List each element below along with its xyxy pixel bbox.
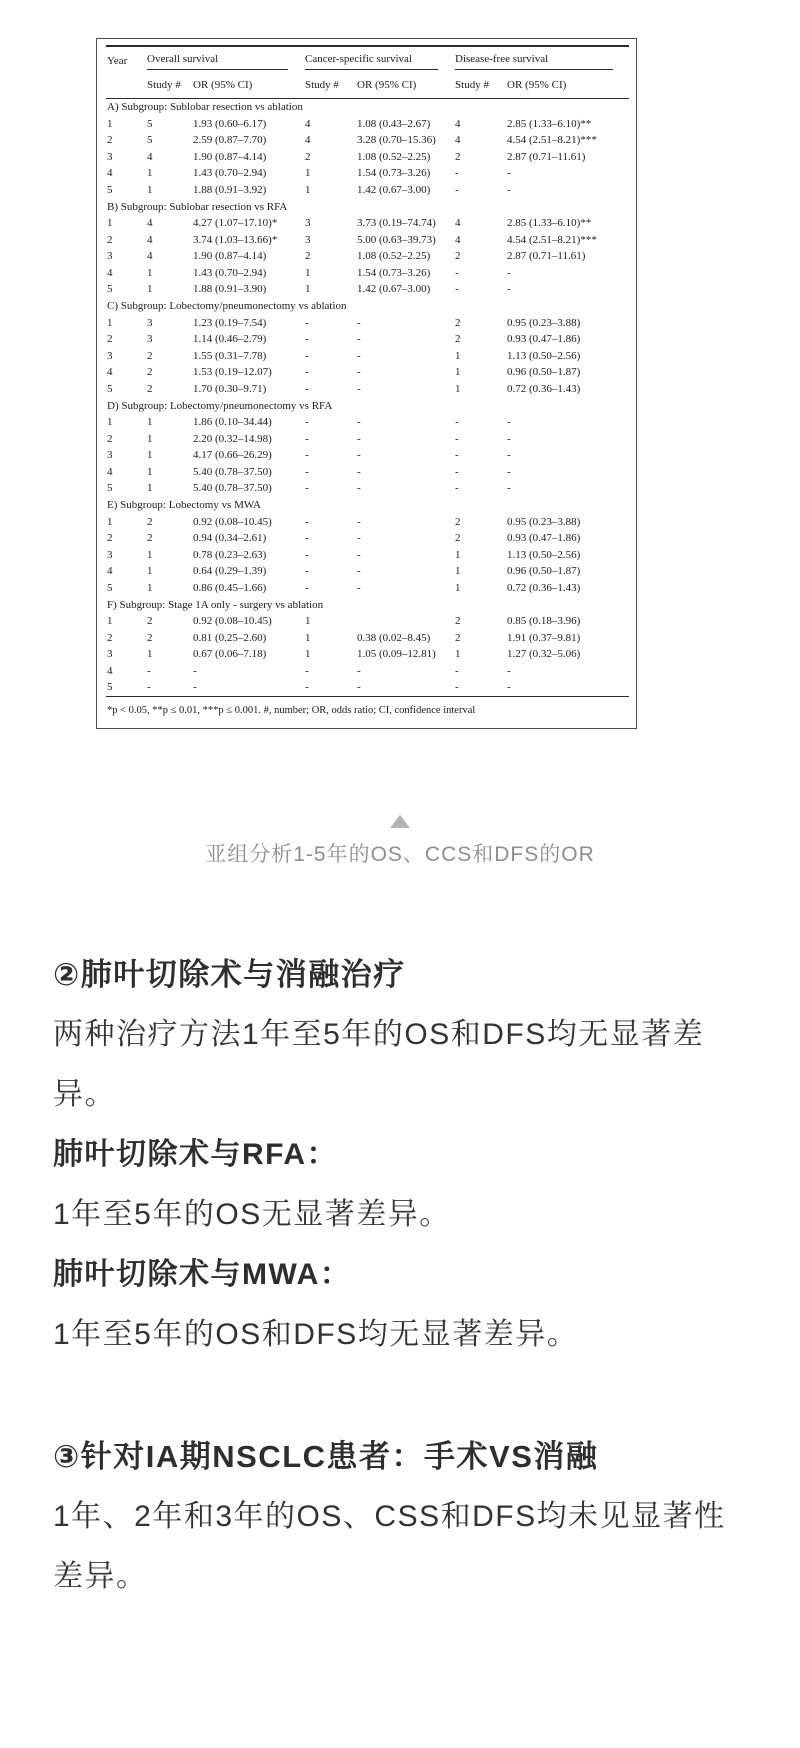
table-row	[106, 613, 629, 630]
table-row	[106, 663, 629, 680]
study-count-cell: -	[146, 679, 192, 696]
study-count-cell: 4	[455, 117, 461, 130]
or-ci-cell: 0.95 (0.23–3.88)	[507, 515, 581, 528]
study-count-cell: 4	[455, 217, 461, 229]
study-count-cell: -	[305, 316, 309, 329]
section-heading-stage1a-surgery-vs-ablation: ③针对IA期NSCLC患者：手术VS消融	[53, 1438, 599, 1474]
year-cell: 5	[107, 183, 113, 196]
or-ci-cell: 1.93 (0.60–6.17)	[193, 117, 267, 130]
or-ci-cell: 0.81 (0.25–2.60)	[193, 631, 267, 644]
study-count-cell: 2	[455, 515, 461, 528]
study-count-cell: -	[305, 382, 309, 395]
table-row	[106, 447, 629, 464]
or-ci-cell: 5.00 (0.63–39.73)	[357, 233, 436, 246]
or-ci-cell: -	[507, 266, 511, 279]
year-cell: 4	[107, 465, 113, 478]
or-ci-cell: 0.96 (0.50–1.87)	[507, 366, 581, 378]
or-ci-cell: -	[507, 283, 511, 295]
or-ci-cell: 0.92 (0.08–10.45)	[193, 515, 272, 528]
year-cell: 1	[107, 117, 113, 130]
study-count-cell: 1	[305, 615, 311, 627]
or-ci-cell: 3.28 (0.70–15.36)	[357, 134, 436, 146]
study-count-cell: -	[305, 581, 309, 594]
year-cell: 3	[107, 449, 113, 461]
or-ci-cell: 1.13 (0.50–2.56)	[507, 548, 581, 561]
study-count-cell: 2	[305, 250, 311, 262]
table-row	[106, 265, 629, 282]
study-count-cell: -	[147, 664, 151, 677]
study-count-cell: -	[455, 482, 459, 494]
study-count-cell: 1	[147, 416, 153, 428]
year-cell: 1	[107, 515, 113, 528]
study-count-cell: 4	[147, 217, 153, 229]
study-count-cell: 4	[305, 134, 311, 146]
or-ci-cell: 3.73 (0.19–74.74)	[357, 217, 436, 229]
study-count-cell: 1	[455, 382, 461, 395]
subgroup-header-row	[106, 98, 629, 116]
or-ci-cell: 0.38 (0.02–8.45)	[357, 631, 431, 644]
table-row	[106, 679, 629, 696]
study-count-cell: -	[305, 366, 309, 378]
study-count-cell: 1	[147, 581, 153, 594]
study-count-cell: -	[455, 266, 459, 279]
table-row	[106, 165, 629, 182]
study-count-cell: 2	[455, 333, 461, 345]
subgroup-label: C) Subgroup: Lobectomy/pneumonectomy vs ablation	[107, 300, 347, 312]
study-count-cell: -	[455, 283, 459, 295]
study-count-cell: -	[304, 679, 356, 696]
or-table-body	[106, 98, 629, 696]
or-ci-cell: 1.08 (0.52–2.25)	[357, 150, 431, 163]
study-count-cell: -	[305, 515, 309, 528]
table-row	[106, 480, 629, 497]
table-row	[106, 580, 629, 597]
study-count-cell: -	[305, 449, 309, 461]
year-cell: 5	[107, 382, 113, 395]
study-count-cell: 4	[147, 150, 153, 163]
or-ci-cell: 1.88 (0.91–3.92)	[193, 183, 267, 196]
year-cell: 5	[107, 283, 113, 295]
or-ci-cell: 2.20 (0.32–14.98)	[193, 432, 272, 445]
table-row	[106, 132, 629, 149]
study-count-cell: 4	[147, 250, 153, 262]
study-count-cell: 2	[455, 150, 461, 163]
year-cell: 2	[107, 432, 113, 445]
study-count-cell: 2	[147, 515, 153, 528]
or-ci-cell: 0.85 (0.18–3.96)	[507, 615, 581, 627]
study-count-cell: 1	[455, 565, 461, 577]
year-cell: 3	[107, 150, 113, 163]
or-ci-cell: -	[507, 432, 511, 445]
or-ci-cell: -	[357, 565, 361, 577]
or-ci-cell: 2.59 (0.87–7.70)	[193, 134, 267, 146]
or-ci-cell: 1.90 (0.87–4.14)	[193, 150, 267, 163]
study-count-cell: 1	[305, 183, 311, 196]
or-ci-cell: 2.85 (1.33–6.10)**	[507, 217, 592, 229]
study-count-cell: 2	[455, 250, 461, 262]
or-ci-cell: -	[357, 416, 361, 428]
study-count-cell: 4	[147, 233, 153, 246]
study-count-cell: -	[455, 416, 459, 428]
study-count-cell: 2	[455, 316, 461, 329]
study-count-cell: 2	[455, 532, 461, 544]
study-count-cell: 4	[455, 233, 461, 246]
or-ci-cell: -	[357, 482, 361, 494]
article-body	[53, 945, 748, 1607]
year-cell: 2	[107, 233, 113, 246]
or-ci-cell: 4.54 (2.51–8.21)***	[507, 233, 597, 246]
study-count-cell: -	[455, 167, 459, 179]
study-count-cell: -	[305, 349, 309, 362]
table-row	[106, 414, 629, 431]
disease-free-survival-header: Disease-free survival	[454, 46, 629, 73]
study-count-cell: 3	[305, 217, 311, 229]
or-ci-cell: 1.70 (0.30–9.71)	[193, 382, 267, 395]
year-cell: 1	[107, 316, 113, 329]
or-ci-cell: 1.43 (0.70–2.94)	[193, 266, 267, 279]
section-heading-lobectomy-vs-ablation: ②肺叶切除术与消融治疗	[53, 956, 406, 992]
or-ci-cell: 1.08 (0.52–2.25)	[357, 250, 431, 262]
or-ci-cell: -	[506, 679, 629, 696]
table-row	[106, 116, 629, 133]
study-count-cell: 1	[147, 565, 153, 577]
table-row	[106, 514, 629, 531]
year-cell: 4	[107, 664, 113, 677]
table-row	[106, 630, 629, 647]
study-count-cell: 2	[455, 631, 461, 644]
study-count-cell: 1	[147, 548, 153, 561]
or-ci-cell: 1.08 (0.43–2.67)	[357, 117, 431, 130]
or-ci-cell: -	[357, 333, 361, 345]
section-heading-lobectomy-vs-rfa: 肺叶切除术与RFA：	[53, 1137, 338, 1171]
paragraph: 两种治疗方法1年至5年的OS和DFS均无显著差异。	[53, 1017, 705, 1111]
or-ci-cell: -	[357, 382, 361, 395]
study-count-cell: 1	[305, 167, 311, 179]
year-cell: 3	[107, 349, 113, 362]
study-count-cell: -	[305, 333, 309, 345]
or-ci-cell: 3.74 (1.03–13.66)*	[193, 233, 278, 246]
study-count-cell: 2	[147, 631, 153, 644]
or-ci-cell: 1.55 (0.31–7.78)	[193, 349, 267, 362]
collapse-triangle-icon[interactable]	[390, 815, 410, 828]
year-column-header: Year	[106, 46, 146, 98]
study-count-cell: 4	[305, 117, 311, 130]
study-count-cell: 1	[147, 183, 153, 196]
subgroup-header-row	[106, 497, 629, 514]
or-ci-cell: 1.91 (0.37–9.81)	[507, 631, 581, 644]
or-ci-cell: -	[357, 581, 361, 594]
subgroup-label: F) Subgroup: Stage 1A only - surgery vs ablation	[107, 598, 324, 611]
cancer-specific-survival-header: Cancer-specific survival	[304, 46, 454, 73]
or-ci-cell: -	[357, 449, 361, 461]
or-ci-cell: 1.53 (0.19–12.07)	[193, 366, 272, 378]
or-ci-cell: 0.78 (0.23–2.63)	[193, 548, 267, 561]
or-ci-header: OR (95% CI)	[356, 73, 454, 99]
overall-survival-header: Overall survival	[146, 46, 304, 73]
year-cell: 3	[107, 548, 113, 561]
or-ci-cell: 0.96 (0.50–1.87)	[507, 565, 581, 577]
year-cell: 2	[107, 333, 113, 345]
or-ci-cell	[356, 613, 454, 630]
study-count-cell: 1	[305, 283, 311, 295]
study-count-cell: 1	[455, 581, 461, 594]
or-ci-cell: 1.05 (0.09–12.81)	[357, 648, 436, 660]
or-ci-cell: -	[357, 432, 361, 445]
study-count-cell: 1	[455, 648, 461, 660]
or-ci-cell: -	[357, 548, 361, 561]
paragraph: 1年、2年和3年的OS、CSS和DFS均未见显著性差异。	[53, 1499, 726, 1593]
or-ci-cell: -	[192, 679, 304, 696]
table-row	[106, 464, 629, 481]
subgroup-label: E) Subgroup: Lobectomy vs MWA	[107, 499, 261, 511]
study-count-cell: -	[305, 465, 309, 478]
study-count-cell: 1	[455, 548, 461, 561]
year-cell: 1	[107, 615, 113, 627]
study-count-cell: 3	[147, 333, 153, 345]
or-ci-cell: 5.40 (0.78–37.50)	[193, 465, 272, 478]
table-row	[106, 315, 629, 332]
or-ci-cell: -	[507, 449, 511, 461]
table-row	[106, 364, 629, 381]
table-row	[106, 182, 629, 199]
table-row	[106, 547, 629, 564]
subgroup-label: D) Subgroup: Lobectomy/pneumonectomy vs RFA	[107, 399, 333, 412]
figure-caption: 亚组分析1-5年的OS、CCS和DFS的OR	[205, 842, 595, 866]
study-count-cell: 2	[147, 532, 153, 544]
study-count-cell: -	[305, 416, 309, 428]
table-row	[106, 215, 629, 232]
or-ci-cell: -	[357, 366, 361, 378]
or-ci-cell: 1.27 (0.32–5.06)	[507, 648, 581, 660]
study-count-cell: -	[455, 664, 459, 677]
study-count-cell: -	[455, 432, 459, 445]
subgroup-header-row	[106, 198, 629, 215]
or-ci-cell: 0.92 (0.08–10.45)	[193, 615, 272, 627]
or-ci-cell: 1.23 (0.19–7.54)	[193, 316, 267, 329]
paragraph: 1年至5年的OS和DFS均无显著差异。	[53, 1317, 579, 1351]
subgroup-label: B) Subgroup: Sublobar resection vs RFA	[107, 200, 288, 213]
or-ci-cell: 0.94 (0.34–2.61)	[193, 532, 267, 544]
subgroup-header-row	[106, 298, 629, 315]
study-count-cell: 1	[305, 266, 311, 279]
study-count-cell: -	[455, 465, 459, 478]
or-ci-cell: -	[507, 465, 511, 478]
year-cell: 3	[107, 648, 113, 660]
or-ci-header: OR (95% CI)	[192, 73, 304, 99]
or-ci-cell: -	[357, 316, 361, 329]
study-count-cell: -	[305, 565, 309, 577]
subgroup-header-row	[106, 596, 629, 613]
or-ci-cell: 0.67 (0.06–7.18)	[193, 648, 267, 660]
study-count-cell: -	[305, 482, 309, 494]
study-count-cell: -	[455, 449, 459, 461]
table-row	[106, 530, 629, 547]
or-ci-cell: -	[507, 183, 511, 196]
or-ci-cell: 4.54 (2.51–8.21)***	[507, 134, 597, 146]
study-count-cell: 2	[147, 349, 153, 362]
study-count-cell: 5	[147, 134, 153, 146]
study-count-cell: -	[455, 183, 459, 196]
year-cell: 4	[107, 266, 113, 279]
section-heading-lobectomy-vs-mwa: 肺叶切除术与MWA：	[53, 1257, 352, 1291]
subgroup-label: A) Subgroup: Sublobar resection vs ablation	[107, 101, 303, 113]
or-ci-cell: 4.17 (0.66–26.29)	[193, 449, 272, 461]
study-count-cell: 5	[147, 117, 153, 130]
year-cell: 5	[107, 581, 113, 594]
or-ci-cell: 0.95 (0.23–3.88)	[507, 316, 581, 329]
study-count-cell: 1	[305, 631, 311, 644]
or-ci-cell: 0.72 (0.36–1.43)	[507, 382, 581, 395]
year-cell: 4	[107, 366, 113, 378]
table-row	[106, 248, 629, 265]
study-count-cell: 1	[147, 648, 153, 660]
study-count-cell: 1	[147, 465, 153, 478]
or-ci-cell: 0.64 (0.29–1.39)	[193, 565, 267, 577]
or-ci-cell: -	[507, 416, 511, 428]
subgroup-or-table-figure[interactable]	[96, 38, 637, 729]
or-ci-cell: -	[507, 482, 511, 494]
or-ci-cell: -	[357, 349, 361, 362]
study-count-header: Study #	[146, 73, 192, 99]
study-count-cell: 2	[455, 615, 461, 627]
study-count-cell: 2	[147, 615, 153, 627]
or-ci-cell: 0.72 (0.36–1.43)	[507, 581, 581, 594]
study-count-cell: -	[305, 532, 309, 544]
study-count-cell: 1	[147, 482, 153, 494]
or-ci-cell: -	[357, 515, 361, 528]
table-footnote: *p < 0.05, **p ≤ 0.01, ***p ≤ 0.001. #, number; OR, odds ratio; CI, confidence interval	[107, 704, 476, 716]
or-table	[106, 45, 629, 697]
or-ci-cell: 1.88 (0.91–3.90)	[193, 283, 267, 295]
or-ci-cell: 2.85 (1.33–6.10)**	[507, 117, 592, 130]
year-cell: 3	[107, 250, 113, 262]
study-count-cell: 1	[455, 349, 461, 362]
study-count-cell: 3	[147, 316, 153, 329]
study-count-header: Study #	[304, 73, 356, 99]
year-cell: 4	[107, 565, 113, 577]
or-ci-cell: 1.90 (0.87–4.14)	[193, 250, 267, 262]
or-ci-cell: -	[356, 679, 454, 696]
or-ci-cell: 1.13 (0.50–2.56)	[507, 349, 581, 362]
year-cell: 5	[106, 679, 146, 696]
or-ci-cell: 4.27 (1.07–17.10)*	[193, 217, 278, 229]
year-cell: 1	[107, 416, 113, 428]
study-count-cell: 1	[455, 366, 461, 378]
table-row	[106, 281, 629, 298]
table-row	[106, 431, 629, 448]
year-cell: 5	[107, 482, 113, 494]
or-ci-cell: 0.93 (0.47–1.86)	[507, 333, 581, 345]
or-ci-cell: 1.14 (0.46–2.79)	[193, 333, 267, 345]
table-row	[106, 348, 629, 365]
or-ci-cell: 1.42 (0.67–3.00)	[357, 283, 431, 295]
or-ci-cell: 0.86 (0.45–1.66)	[193, 581, 267, 594]
or-ci-cell: 1.54 (0.73–3.26)	[357, 167, 431, 179]
study-count-cell: 1	[147, 266, 153, 279]
table-row	[106, 646, 629, 663]
or-ci-cell: 5.40 (0.78–37.50)	[193, 482, 272, 494]
year-cell: 1	[107, 217, 113, 229]
or-ci-header: OR (95% CI)	[506, 73, 629, 99]
or-ci-cell: 1.86 (0.10–34.44)	[193, 416, 272, 428]
study-count-cell: 2	[147, 366, 153, 378]
or-ci-cell: 1.54 (0.73–3.26)	[357, 266, 431, 279]
study-count-cell: 4	[455, 134, 461, 146]
study-count-cell: -	[305, 664, 309, 677]
study-count-cell: 1	[147, 432, 153, 445]
subgroup-header-row	[106, 397, 629, 414]
study-count-header: Study #	[454, 73, 506, 99]
or-ci-cell: -	[357, 664, 361, 677]
table-row	[106, 331, 629, 348]
table-row	[106, 381, 629, 398]
or-table-header	[106, 46, 629, 98]
table-row	[106, 563, 629, 580]
study-count-cell: 3	[305, 233, 311, 246]
study-count-cell: -	[305, 548, 309, 561]
or-ci-cell: 1.42 (0.67–3.00)	[357, 183, 431, 196]
study-count-cell: 1	[147, 167, 153, 179]
year-cell: 2	[107, 134, 113, 146]
or-ci-cell: -	[357, 465, 361, 478]
or-ci-cell: 1.43 (0.70–2.94)	[193, 167, 267, 179]
or-ci-cell: -	[507, 167, 511, 179]
paragraph: 1年至5年的OS无显著差异。	[53, 1197, 451, 1231]
study-count-cell: -	[454, 679, 506, 696]
table-row	[106, 232, 629, 249]
or-ci-cell: -	[193, 664, 197, 677]
or-ci-cell: 0.93 (0.47–1.86)	[507, 532, 581, 544]
study-count-cell: 2	[305, 150, 311, 163]
study-count-cell: 2	[147, 382, 153, 395]
table-row	[106, 149, 629, 166]
or-ci-cell: -	[357, 532, 361, 544]
study-count-cell: 1	[147, 283, 153, 295]
or-ci-cell: -	[507, 664, 511, 677]
year-cell: 2	[107, 631, 113, 644]
or-ci-cell: 2.87 (0.71–11.61)	[507, 150, 586, 163]
year-cell: 4	[107, 167, 113, 179]
study-count-cell: -	[305, 432, 309, 445]
or-ci-cell: 2.87 (0.71–11.61)	[507, 250, 586, 262]
study-count-cell: 1	[147, 449, 153, 461]
year-cell: 2	[107, 532, 113, 544]
study-count-cell: 1	[305, 648, 311, 660]
